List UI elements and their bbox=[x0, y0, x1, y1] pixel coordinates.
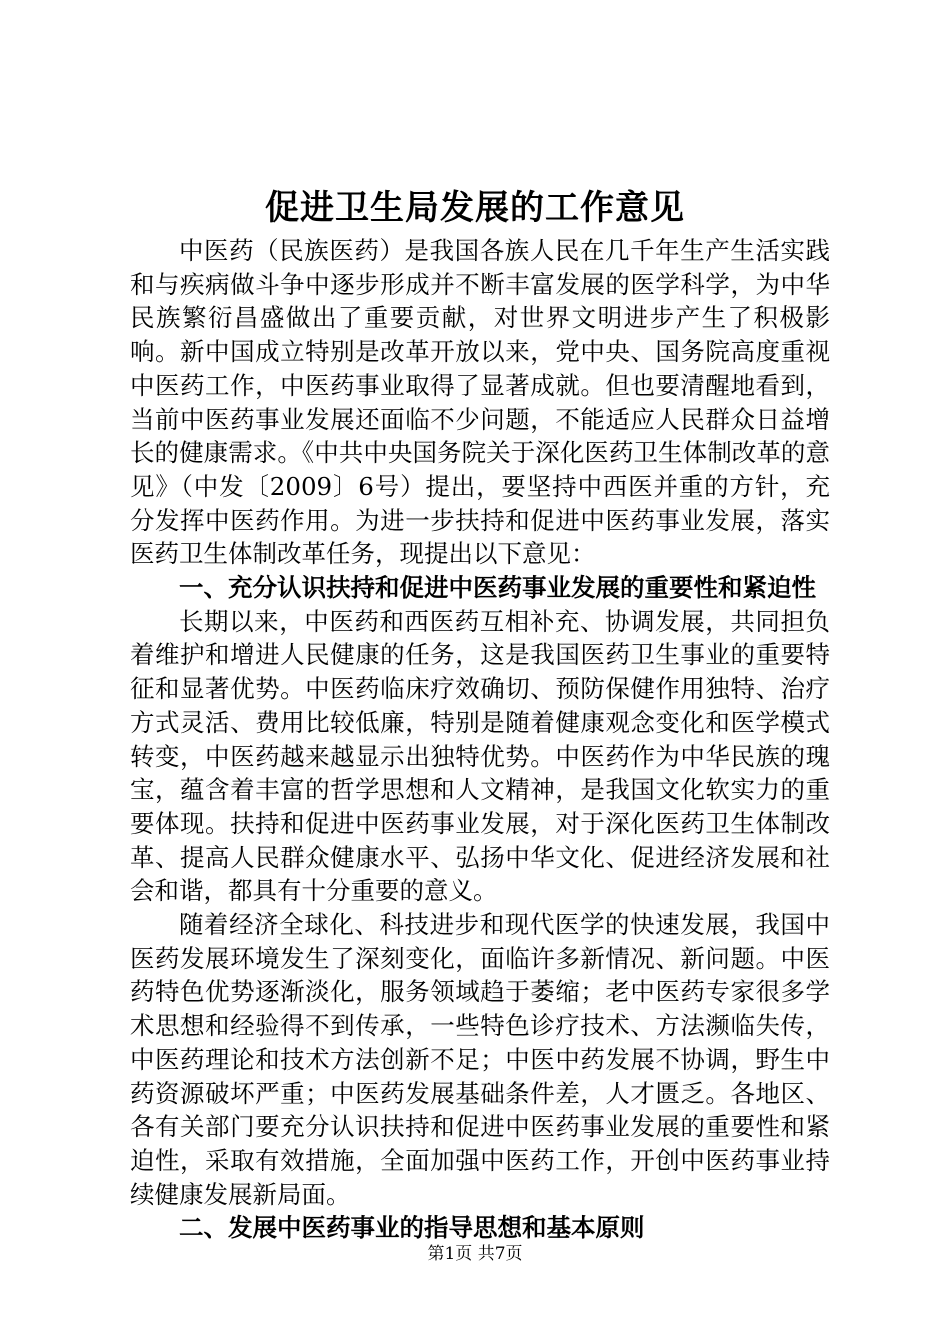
section-1-paragraph-2: 随着经济全球化、科技进步和现代医学的快速发展，我国中医药发展环境发生了深刻变化，面临许多新情况、新问题。中医药特色优势逐渐淡化，服务领域趋于萎缩；老中医药专家很多学术思想和经验得不到传承，一些特色诊疗技术、方法濒临失传，中医药理论和技术方法创新不足；中医中药发展不协调，野生中药资源破坏严重；中医药发展基础条件差，人才匮乏。各地区、各有关部门要充分认识扶持和促进中医药事业发展的重要性和紧迫性，采取有效措施，全面加强中医药工作，开创中医药事业持续健康发展新局面。 bbox=[130, 910, 830, 1209]
section-heading-1: 一、充分认识扶持和促进中医药事业发展的重要性和紧迫性 bbox=[179, 573, 816, 603]
document-body bbox=[130, 234, 830, 1245]
intro-paragraph: 中医药（民族医药）是我国各族人民在几千年生产生活实践和与疾病做斗争中逐步形成并不断丰富发展的医学科学，为中华民族繁衍昌盛做出了重要贡献，对世界文明进步产生了积极影响。新中国成立特别是改革开放以来，党中央、国务院高度重视中医药工作，中医药事业取得了显著成就。但也要清醒地看到，当前中医药事业发展还面临不少问题，不能适应人民群众日益增长的健康需求。《中共中央国务院关于深化医药卫生体制改革的意见》（中发〔2009〕6号）提出，要坚持中西医并重的方针，充分发挥中医药作用。为进一步扶持和促进中医药事业发展，落实医药卫生体制改革任务，现提出以下意见： bbox=[130, 236, 830, 569]
page-footer: 第1页 共7页 bbox=[427, 1244, 523, 1264]
section-heading-2: 二、发展中医药事业的指导思想和基本原则 bbox=[179, 1213, 645, 1243]
document-title: 促进卫生局发展的工作意见 bbox=[265, 188, 685, 228]
section-1-paragraph-1: 长期以来，中医药和西医药互相补充、协调发展，共同担负着维护和增进人民健康的任务，这是我国医药卫生事业的重要特征和显著优势。中医药临床疗效确切、预防保健作用独特、治疗方式灵活、费用比较低廉，特别是随着健康观念变化和医学模式转变，中医药越来越显示出独特优势。中医药作为中华民族的瑰宝，蕴含着丰富的哲学思想和人文精神，是我国文化软实力的重要体现。扶持和促进中医药事业发展，对于深化医药卫生体制改革、提高人民群众健康水平、弘扬中华文化、促进经济发展和社会和谐，都具有十分重要的意义。 bbox=[130, 606, 830, 906]
